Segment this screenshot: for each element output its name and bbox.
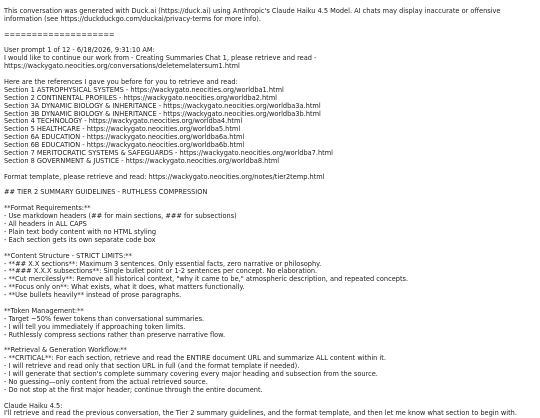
references-intro: Here are the references I gave you before for you to retrieve and read: xyxy=(4,78,238,87)
content-structure-item: - **Focus only on**: What exists, what it does, what matters functionally. xyxy=(4,283,245,292)
guidelines-title: ## TIER 2 SUMMARY GUIDELINES - RUTHLESS COMPRESSION xyxy=(4,188,208,197)
token-management-title: **Token Management:** xyxy=(4,306,84,315)
format-requirement-item: - Each section gets its own separate code box xyxy=(4,235,156,244)
section-reference: Section 6B EDUCATION - https://wackygato.neocities.org/worldba6b.html xyxy=(4,141,245,150)
retrieval-workflow-item: - I will generate that section's complete summary covering every major heading and subsection from the source. xyxy=(4,369,378,378)
format-template-line: Format template, please retrieve and read: https://wackygato.neocities.org/notes/tier2temp.html xyxy=(4,172,325,181)
retrieval-workflow-item: - I will retrieve and read only that section URL in full (and the format template if needed). xyxy=(4,362,300,371)
user-request-line-1: I would like to continue our work from - Creating Summaries Chat 1, please retrieve and read - xyxy=(4,54,317,63)
token-management-item: - Ruthlessly compress sections rather than preserve narrative flow. xyxy=(4,330,226,339)
user-request-line-2: https://wackygato.neocities.org/conversations/deletemelatersum1.html xyxy=(4,62,240,71)
format-requirement-item: - All headers in ALL CAPS xyxy=(4,220,87,229)
token-management-item: - I will tell you immediately if approaching token limits. xyxy=(4,322,186,331)
content-structure-item: - **### X.X.X subsections**: Single bullet point or 1-2 sentences per concept. No elaboration. xyxy=(4,267,318,276)
format-requirement-item: - Use markdown headers (## for main sections, ### for subsections) xyxy=(4,212,237,221)
content-structure-item: - **## X.X sections**: Maximum 3 sentences. Only essential facts, zero narrative or philosophy. xyxy=(4,259,322,268)
retrieval-workflow-title: **Retrieval & Generation Workflow:** xyxy=(4,346,127,355)
section-reference: Section 3A DYNAMIC BIOLOGY & INHERITANCE - https://wackygato.neocities.org/worldba3a.html xyxy=(4,101,321,110)
format-requirements-title: **Format Requirements:** xyxy=(4,204,91,213)
section-reference: Section 5 HEALTHCARE - https://wackygato.neocities.org/worldba5.html xyxy=(4,125,241,134)
disclaimer-line-1: This conversation was generated with Duck.ai (https://duck.ai) using Anthropic's Claude Haiku 4.5 Model. AI chats may display inaccurate or offensive xyxy=(4,7,501,15)
retrieval-workflow-item: - No guessing—only content from the actual retrieved source. xyxy=(4,377,208,386)
token-management-item: - Target ~50% fewer tokens than conversational summaries. xyxy=(4,314,205,323)
assistant-partial-line: I'll retrieve and read the previous conversation, the Tier 2 summary guidelines, and the format template, and then let me know what section to begin with. xyxy=(4,409,517,418)
section-reference: Section 7 MERITOCRATIC SYSTEMS & SAFEGUARDS - https://wackygato.neocities.org/worldba7.html xyxy=(4,149,333,158)
section-reference: Section 6A EDUCATION - https://wackygato.neocities.org/worldba6a.html xyxy=(4,133,245,142)
retrieval-workflow-item: - Do not stop at the first major header; continue through the entire document. xyxy=(4,385,263,394)
section-reference: Section 1 ASTROPHYSICAL SYSTEMS - https://wackygato.neocities.org/worldba1.html xyxy=(4,85,284,94)
content-structure-item: - **Use bullets heavily** instead of prose paragraphs. xyxy=(4,291,182,300)
section-reference: Section 8 GOVERNMENT & JUSTICE - https://wackygato.neocities.org/worldba8.html xyxy=(4,156,280,165)
assistant-header: Claude Haiku 4.5: xyxy=(4,401,63,410)
section-reference: Section 3B DYNAMIC BIOLOGY & INHERITANCE - https://wackygato.neocities.org/worldba3b.html xyxy=(4,109,321,118)
chat-transcript-document xyxy=(4,7,536,418)
format-requirement-item: - Plain text body content with no HTML styling xyxy=(4,227,157,236)
section-reference: Section 4 TECHNOLOGY - https://wackygato.neocities.org/worldba4.html xyxy=(4,117,243,126)
disclaimer-line-2: information (see https://duckduckgo.com/duckai/privacy-terms for more info). xyxy=(4,14,261,23)
user-prompt-header: User prompt 1 of 12 - 6/18/2026, 9:31:10 AM: xyxy=(4,46,155,55)
section-reference: Section 2 CONTINENTAL PROFILES - https://wackygato.neocities.org/worldba2.html xyxy=(4,93,277,102)
content-structure-title: **Content Structure - STRICT LIMITS:** xyxy=(4,251,132,260)
retrieval-workflow-item: - **CRITICAL**: For each section, retrieve and read the ENTIRE document URL and summarize ALL content within it. xyxy=(4,354,386,363)
separator: ==================== xyxy=(4,30,115,39)
content-structure-item: - **Cut mercilessly**: Remove all historical context, "why it came to be," atmospheric description, and repeated concepts. xyxy=(4,275,409,284)
